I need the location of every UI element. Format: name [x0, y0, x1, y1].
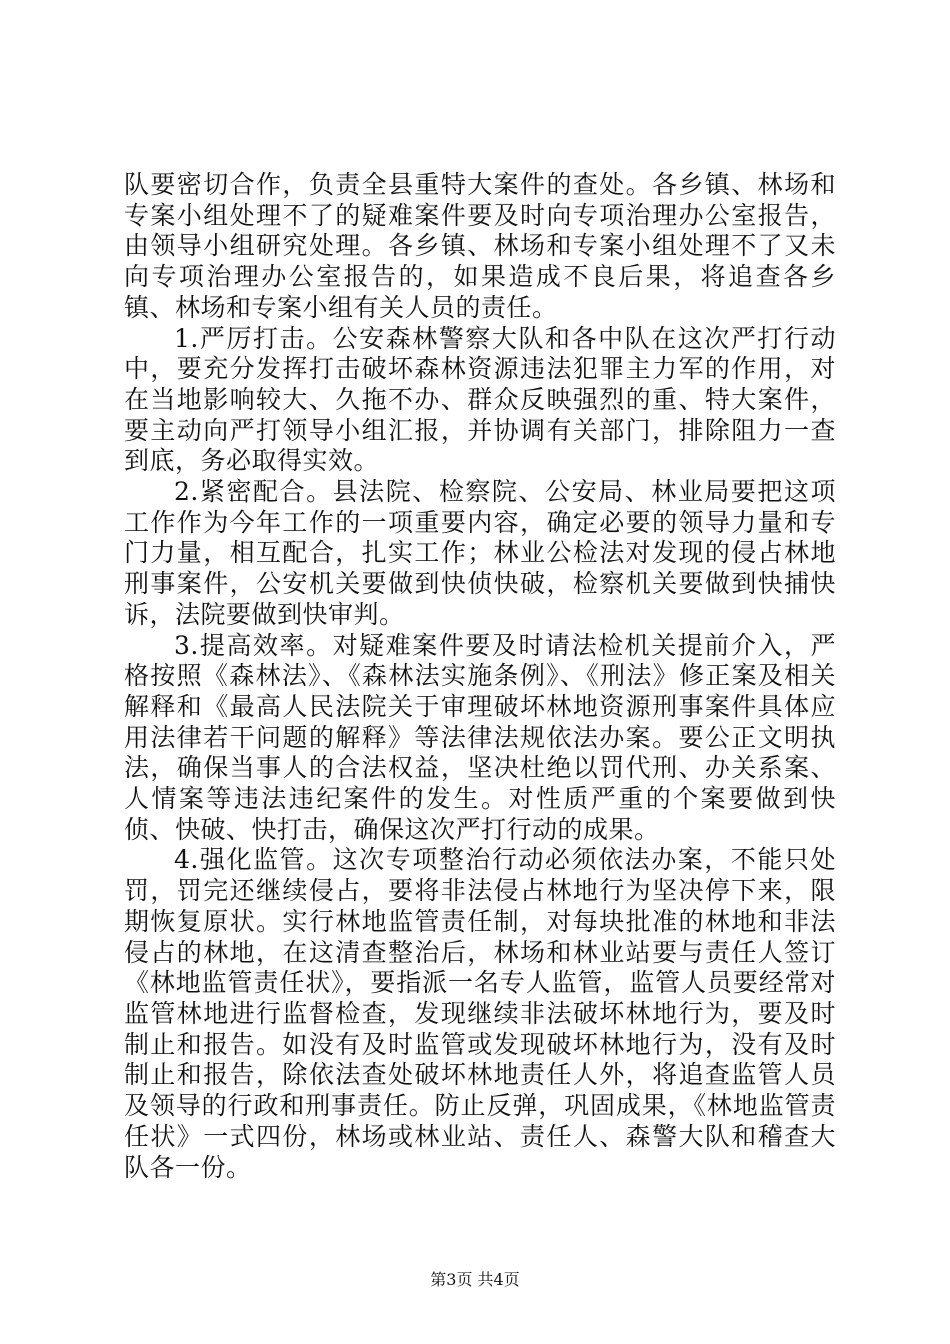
paragraph-item-4: 4.强化监管。这次专项整治行动必须依法办案，不能只处罚，罚完还继续侵占，要将非法侵占林地行为坚决停下来，限期恢复原状。实行林地监管责任制，对每块批准的林地和非法侵占的林地，在这清查整治后，林场和林业站要与责任人签订《林地监管责任状》，要指派一名专人监管，监管人员要经常对监管林地进行监督检查，发现继续非法破坏林地行为，要及时制止和报告。如没有及时监管或发现破坏林地行为，没有及时制止和报告，除依法查处破坏林地责任人外，将追查监管人员及领导的行政和刑事责任。防止反弹，巩固成果，《林地监管责任状》一式四份，林场或林业站、责任人、森警大队和稽查大队各一份。 — [124, 845, 836, 1182]
page-footer: 第3页 共4页 — [430, 1270, 520, 1289]
paragraph-continuation: 队要密切合作，负责全县重特大案件的查处。各乡镇、林场和专案小组处理不了的疑难案件要及时向专项治理办公室报告，由领导小组研究处理。各乡镇、林场和专案小组处理不了又未向专项治理办公室报告的，如果造成不良后果，将追查各乡镇、林场和专案小组有关人员的责任。 — [124, 170, 836, 322]
document-body — [124, 170, 836, 1183]
paragraph-item-1: 1.严厉打击。公安森林警察大队和各中队在这次严打行动中，要充分发挥打击破坏森林资源违法犯罪主力军的作用，对在当地影响较大、久拖不办、群众反映强烈的重、特大案件，要主动向严打领导小组汇报，并协调有关部门，排除阻力一查到底，务必取得实效。 — [124, 323, 836, 476]
paragraph-item-3: 3.提高效率。对疑难案件要及时请法检机关提前介入，严格按照《森林法》、《森林法实施条例》、《刑法》修正案及相关解释和《最高人民法院关于审理破坏林地资源刑事案件具体应用法律若干问题的解释》等法律法规依法办案。要公正文明执法，确保当事人的合法权益，坚决杜绝以罚代刑、办关系案、人情案等违法违纪案件的发生。对性质严重的个案要做到快侦、快破、快打击，确保这次严打行动的成果。 — [124, 630, 836, 844]
paragraph-item-2: 2.紧密配合。县法院、检察院、公安局、林业局要把这项工作作为今年工作的一项重要内容，确定必要的领导力量和专门力量，相互配合，扎实工作；林业公检法对发现的侵占林地刑事案件，公安机关要做到快侦快破，检察机关要做到快捕快诉，法院要做到快审判。 — [124, 477, 836, 629]
